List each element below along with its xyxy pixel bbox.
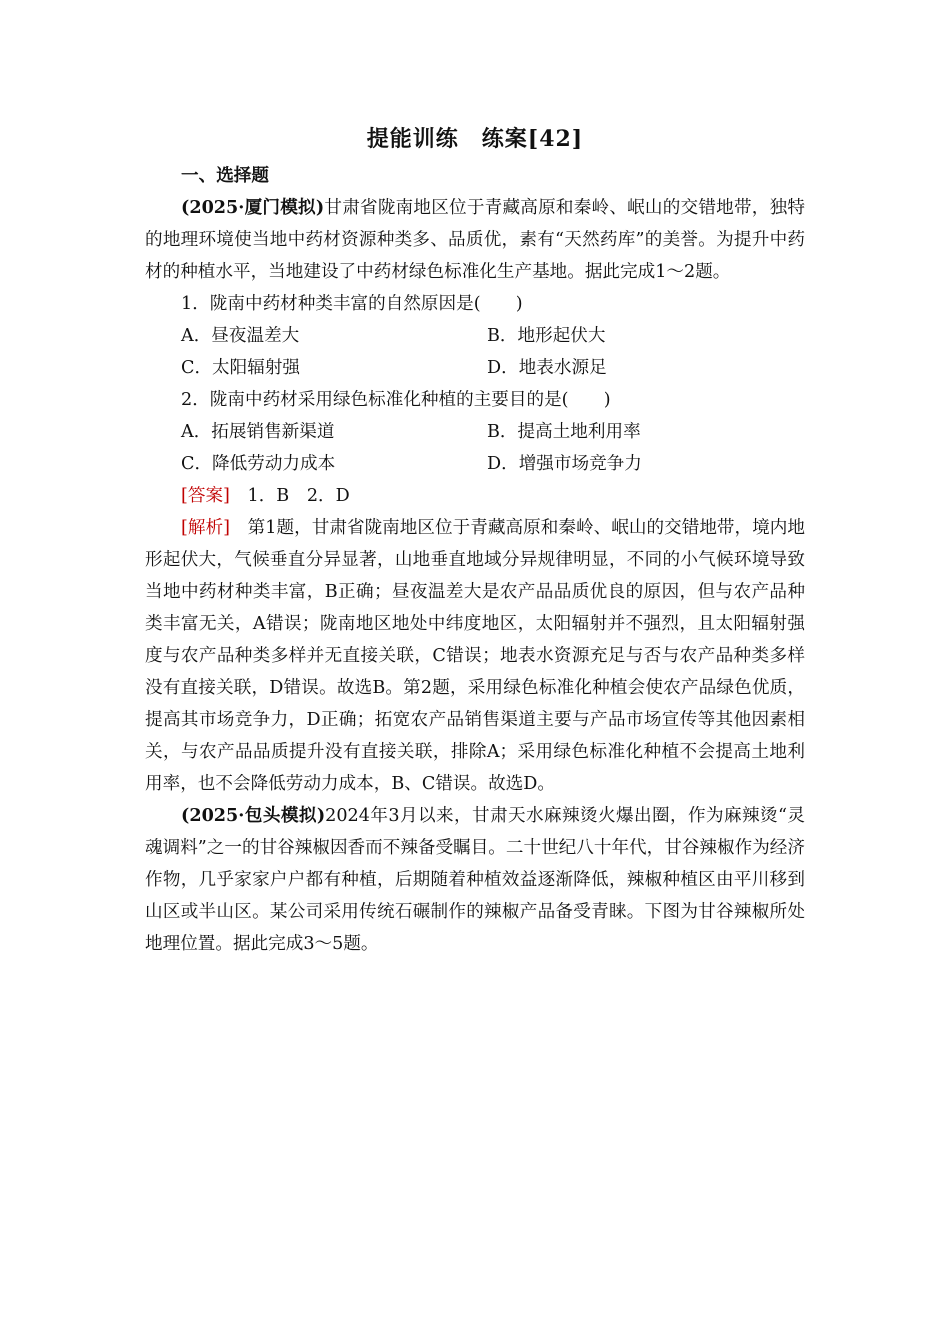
question-1-option-c: C．太阳辐射强 <box>181 358 301 378</box>
analysis-text: 第1题，甘肃省陇南地区位于青藏高原和秦岭、岷山的交错地带，境内地形起伏大，气候垂直分异显著，山地垂直地域分异规律明显，不同的小气候环境导致当地中药材种类丰富，B正确；昼夜温差大是农产品品质优良的原因，但与农产品种类丰富无关，A错误；陇南地区地处中纬度地区，太阳辐射并不强烈，且太阳辐射强度与农产品种类多样并无直接关联，C错误；地表水资源充足与否与农产品种类多样没有直接关联，D错误。故选B。第2题，采用绿色标准化种植会使农产品绿色优质，提高其市场竞争力，D正确；拓宽农产品销售渠道主要与产品市场宣传等其他因素相关，与农产品品质提升没有直接关联，排除A；采用绿色标准化种植不会提高土地利用率，也不会降低劳动力成本，B、C错误。故选D。 <box>145 518 805 794</box>
analysis-paragraph <box>145 512 805 800</box>
passage-2 <box>145 800 805 960</box>
question-1-options-row-2 <box>145 352 805 384</box>
passage-2-source: (2025·包头模拟) <box>181 805 326 826</box>
question-2-option-b: B．提高土地利用率 <box>487 422 641 442</box>
passage-1 <box>145 192 805 288</box>
answer-label: [答案] <box>181 486 230 506</box>
passage-1-source: (2025·厦门模拟) <box>181 197 325 218</box>
question-1-option-a: A．昼夜温差大 <box>181 326 300 346</box>
question-2-option-c: C．降低劳动力成本 <box>181 454 336 474</box>
section-heading: 一、选择题 <box>181 165 269 186</box>
question-2-option-a: A．拓展销售新渠道 <box>181 422 335 442</box>
answer-line <box>145 480 805 512</box>
analysis-label: [解析] <box>181 518 230 538</box>
passage-1-text: 甘肃省陇南地区位于青藏高原和秦岭、岷山的交错地带，独特的地理环境使当地中药材资源种类多、品质优，素有“天然药库”的美誉。为提升中药材的种植水平，当地建设了中药材绿色标准化生产基地。据此完成1～2题。 <box>145 198 805 282</box>
question-2-options-row-2 <box>145 448 805 480</box>
passage-2-text: 2024年3月以来，甘肃天水麻辣烫火爆出圈，作为麻辣烫“灵魂调料”之一的甘谷辣椒因香而不辣备受瞩目。二十世纪八十年代，甘谷辣椒作为经济作物，几乎家家户户都有种植，后期随着种植效益逐渐降低，辣椒种植区由平川移到山区或半山区。某公司采用传统石碾制作的辣椒产品备受青睐。下图为甘谷辣椒所处地理位置。据此完成3～5题。 <box>145 806 806 954</box>
question-1-stem: 1．陇南中药材种类丰富的自然原因是( ) <box>181 294 523 314</box>
page-title: 提能训练 练案[42] <box>366 126 584 152</box>
question-1-options-row-1 <box>145 320 805 352</box>
question-1-option-d: D．地表水源足 <box>487 358 607 378</box>
question-2-option-d: D．增强市场竞争力 <box>487 454 642 474</box>
document-body <box>145 160 805 960</box>
question-2-options-row-1 <box>145 416 805 448</box>
question-2-stem: 2．陇南中药材采用绿色标准化种植的主要目的是( ) <box>181 390 611 410</box>
answer-text: 1．B 2．D <box>229 486 350 506</box>
question-1-option-b: B．地形起伏大 <box>487 326 606 346</box>
